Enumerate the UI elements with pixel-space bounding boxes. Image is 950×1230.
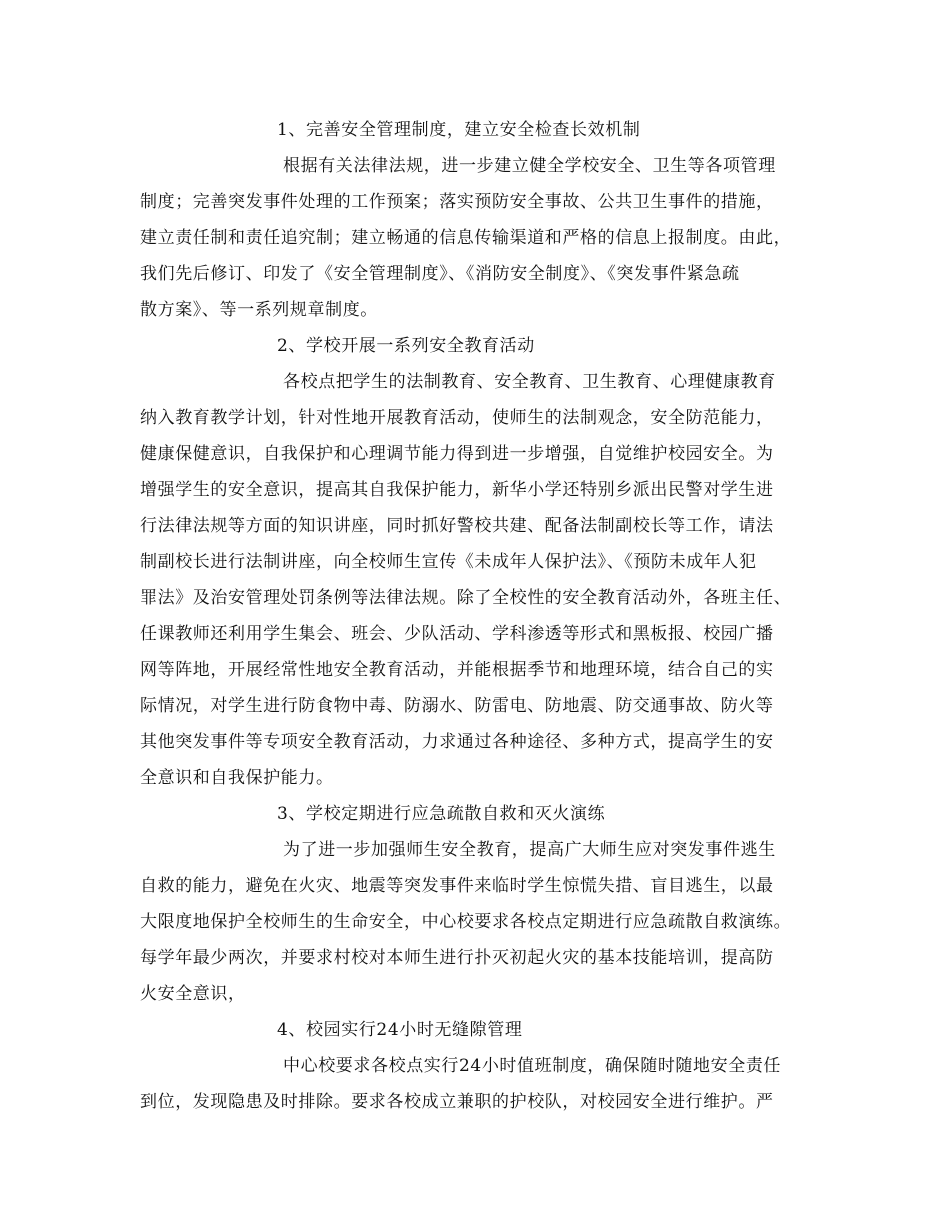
paragraph-line: 根据有关法律法规，进一步建立健全学校安全、卫生等各项管理 bbox=[283, 156, 776, 176]
paragraph-line: 为了进一步加强师生安全教育，提高广大师生应对突发事件逃生 bbox=[283, 840, 776, 860]
paragraph-line: 到位，发现隐患及时排除。要求各校成立兼职的护校队，对校园安全进行维护。严 bbox=[140, 1092, 774, 1112]
paragraph-line: 行法律法规等方面的知识讲座，同时抓好警校共建、配备法制副校长等工作，请法 bbox=[140, 516, 774, 536]
paragraph-line: 全意识和自我保护能力。 bbox=[140, 768, 334, 788]
paragraph-line: 每学年最少两次，并要求村校对本师生进行扑灭初起火灾的基本技能培训，提高防 bbox=[140, 948, 774, 968]
paragraph-line: 火安全意识， bbox=[140, 984, 246, 1004]
paragraph-line: 际情况，对学生进行防食物中毒、防溺水、防雷电、防地震、防交通事故、防火等 bbox=[140, 696, 774, 716]
paragraph-line: 罪法》及治安管理处罚条例等法律法规。除了全校性的安全教育活动外，各班主任、 bbox=[140, 588, 792, 608]
paragraph-line: 纳入教育教学计划，针对性地开展教育活动，使师生的法制观念，安全防范能力， bbox=[140, 408, 774, 428]
paragraph-line: 各校点把学生的法制教育、安全教育、卫生教育、心理健康教育 bbox=[283, 372, 776, 392]
section-heading-2: 2、学校开展一系列安全教育活动 bbox=[277, 336, 535, 356]
paragraph-line: 其他突发事件等专项安全教育活动，力求通过各种途径、多种方式，提高学生的安 bbox=[140, 732, 774, 752]
paragraph-line: 网等阵地，开展经常性地安全教育活动，并能根据季节和地理环境，结合自己的实 bbox=[140, 660, 774, 680]
section-heading-3: 3、学校定期进行应急疏散自救和灭火演练 bbox=[277, 804, 606, 824]
paragraph-line: 任课教师还利用学生集会、班会、少队活动、学科渗透等形式和黑板报、校园广播 bbox=[140, 624, 774, 644]
paragraph-line: 建立责任制和责任追究制；建立畅通的信息传输渠道和严格的信息上报制度。由此， bbox=[140, 228, 792, 248]
paragraph-line: 散方案》、等一系列规章制度。 bbox=[140, 300, 378, 320]
paragraph-line: 中心校要求各校点实行24小时值班制度，确保随时随地安全责任 bbox=[283, 1056, 782, 1076]
paragraph-line: 自救的能力，避免在火灾、地震等突发事件来临时学生惊慌失措、盲目逃生，以最 bbox=[140, 876, 774, 896]
paragraph-line: 我们先后修订、印发了《安全管理制度》、《消防安全制度》、《突发事件紧急疏 bbox=[140, 264, 740, 284]
paragraph-line: 制副校长进行法制讲座，向全校师生宣传《未成年人保护法》、《预防未成年人犯 bbox=[140, 552, 757, 572]
paragraph-line: 健康保健意识，自我保护和心理调节能力得到进一步增强，自觉维护校园安全。为 bbox=[140, 444, 774, 464]
section-heading-1: 1、完善安全管理制度，建立安全检查长效机制 bbox=[277, 120, 641, 140]
paragraph-line: 制度；完善突发事件处理的工作预案；落实预防安全事故、公共卫生事件的措施， bbox=[140, 192, 774, 212]
paragraph-line: 大限度地保护全校师生的生命安全，中心校要求各校点定期进行应急疏散自救演练。 bbox=[140, 912, 792, 932]
section-heading-4: 4、校园实行24小时无缝隙管理 bbox=[277, 1020, 523, 1040]
paragraph-line: 增强学生的安全意识，提高其自我保护能力，新华小学还特别乡派出民警对学生进 bbox=[140, 480, 774, 500]
